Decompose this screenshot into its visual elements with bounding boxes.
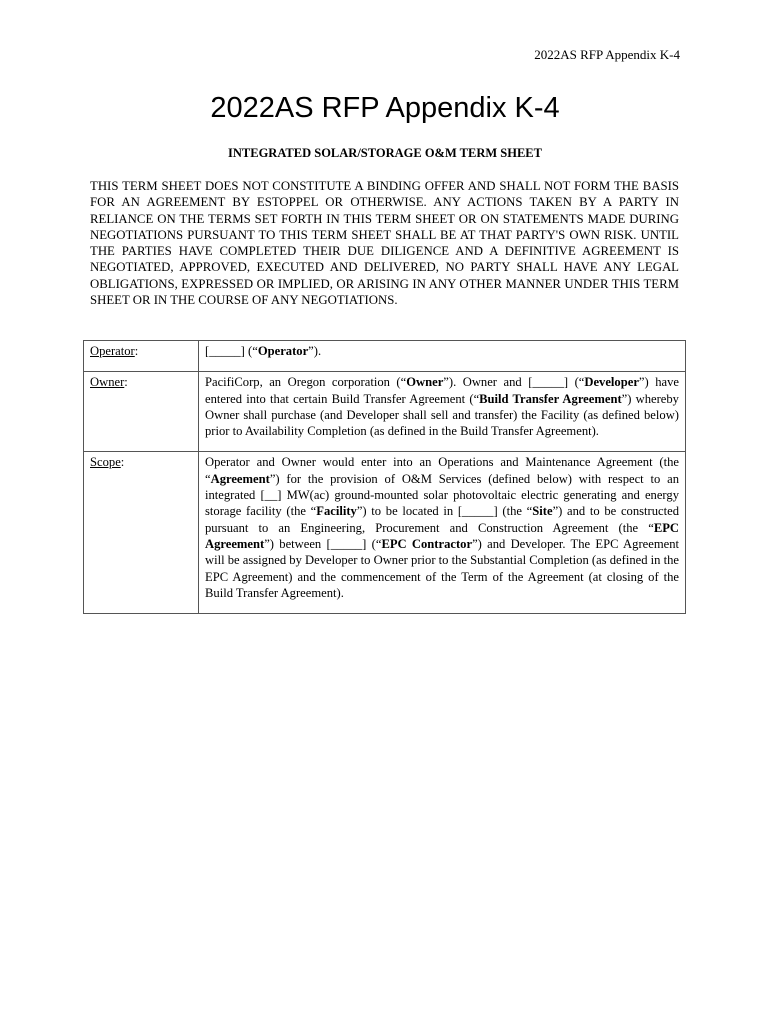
operator-content (199, 341, 686, 372)
table-row-owner (84, 372, 686, 452)
scope-term-epc-contractor: EPC Contractor (381, 536, 473, 551)
scope-content (199, 452, 686, 614)
operator-label-colon: : (134, 344, 139, 358)
operator-text-1: [_____] (“ (205, 344, 258, 358)
owner-term-bta: Build Transfer Agreement (479, 391, 622, 406)
scope-text-3: ”) to be located in [_____] (the “ (356, 504, 533, 519)
scope-label-cell (84, 452, 199, 614)
scope-label: Scope (90, 455, 121, 470)
owner-text-2: ”). Owner and [_____] (“ (443, 375, 585, 390)
owner-label-cell (84, 372, 199, 452)
operator-term-operator: Operator (257, 344, 309, 358)
scope-term-site: Site (532, 504, 553, 519)
scope-text-6: ”) and Developer. The EPC Agreement will be assigned by Developer to Owner prior to the Substantial Completion (as defined in the EPC Agreement) and the commencement of the Term of the Agreement (at closing of the Build Transfer Agreement). (205, 536, 680, 600)
owner-text-4: ”) whereby Owner shall purchase (and Developer shall sell and transfer) the Facility (as defined below) prior to Availability Completion (as defined in the Build Transfer Agreement). (205, 391, 679, 439)
owner-term-developer: Developer (584, 375, 639, 390)
scope-term-facility: Facility (316, 504, 357, 519)
disclaimer-paragraph: THIS TERM SHEET DOES NOT CONSTITUTE A BINDING OFFER AND SHALL NOT FORM THE BASIS FOR AN AGREEMENT BY ESTOPPEL OR OTHERWISE. ANY ACTIONS TAKEN BY A PARTY IN RELIANCE ON THE TERMS SET FORTH IN THIS TERM SHEET OR ON STATEMENTS MADE DURING NEGOTIATIONS PURSUANT TO THIS TERM SHEET SHALL BE AT THAT PARTY'S OWN RISK. UNTIL THE PARTIES HAVE COMPLETED THEIR DUE DILIGENCE AND A DEFINITIVE AGREEMENT IS NEGOTIATED, APPROVED, EXECUTED AND DELIVERED, NO PARTY SHALL HAVE ANY LEGAL OBLIGATIONS, EXPRESSED OR IMPLIED, OR ARISING IN ANY OTHER MANNER UNDER THIS TERM SHEET OR IN THE COURSE OF ANY NEGOTIATIONS. (90, 179, 679, 308)
operator-text-2: ”). (308, 344, 322, 358)
scope-label-colon: : (120, 455, 125, 470)
table-row-scope (84, 452, 686, 614)
table-row-operator (84, 341, 686, 372)
owner-text-3: ”) have entered into that certain Build Transfer Agreement (“ (205, 375, 679, 406)
term-sheet-subtitle: INTEGRATED SOLAR/STORAGE O&M TERM SHEET (228, 146, 542, 160)
scope-text-2: ”) for the provision of O&M Services (defined below) with respect to an integrated [__] MW(ac) ground-mounted solar photovoltaic electric generating and energy storage facility (the “ (205, 471, 679, 519)
running-header: 2022AS RFP Appendix K-4 (534, 47, 680, 62)
operator-label: Operator (90, 344, 135, 358)
scope-text-5: ”) between [_____] (“ (264, 536, 382, 551)
owner-label-colon: : (124, 375, 128, 390)
operator-label-cell (84, 341, 199, 372)
scope-term-epc-agreement: EPC Agreement (205, 520, 679, 551)
scope-text-1: Operator and Owner would enter into an Operations and Maintenance Agreement (the “ (205, 455, 679, 486)
owner-text-1: PacifiCorp, an Oregon corporation (“ (205, 375, 407, 390)
owner-label: Owner (90, 375, 125, 390)
owner-content (199, 372, 686, 452)
terms-table (83, 340, 686, 614)
scope-text-4: ”) and to be constructed pursuant to an Engineering, Procurement and Construction Agreement (the “ (205, 504, 679, 535)
owner-term-owner: Owner (406, 375, 444, 390)
scope-term-agreement: Agreement (210, 471, 270, 486)
document-title: 2022AS RFP Appendix K-4 (210, 92, 560, 124)
